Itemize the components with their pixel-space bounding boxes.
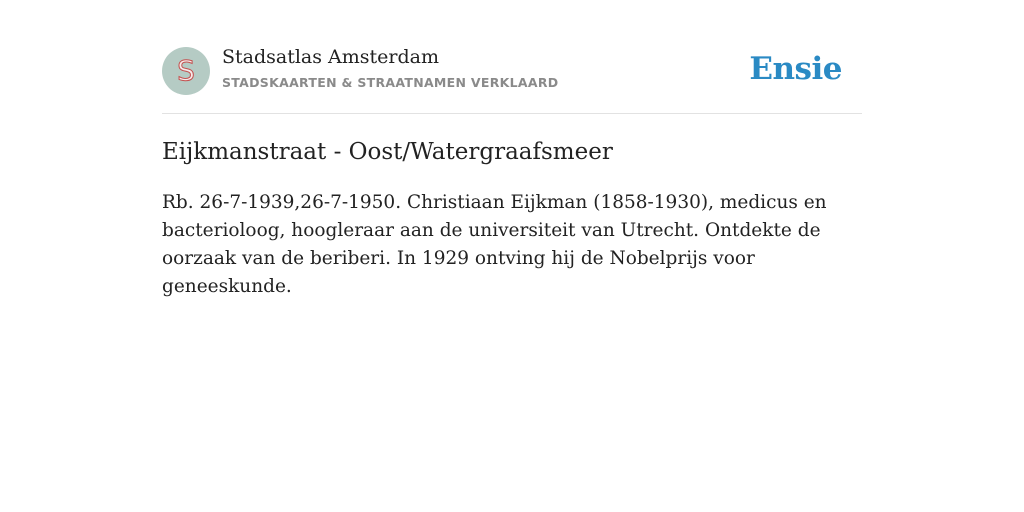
brand-logo-link[interactable]: Ensie <box>749 51 842 87</box>
page-title: Eijkmanstraat - Oost/Watergraafsmeer <box>162 139 613 165</box>
site-subtitle: STADSKAARTEN & STRAATNAMEN VERKLAARD <box>222 75 559 90</box>
site-title[interactable]: Stadsatlas Amsterdam <box>222 46 440 68</box>
entry-card <box>162 0 862 301</box>
avatar[interactable]: S <box>162 47 210 95</box>
site-header <box>162 0 862 114</box>
entry-description: Rb. 26-7-1939,26-7-1950. Christiaan Eijkman (1858-1930), medicus en bacterioloog, hoogleraar aan de universiteit van Utrecht. Ontdekte de oorzaak van de beriberi. In 1929 ontving hij de Nobelprijs voor geneeskunde. <box>162 192 827 297</box>
